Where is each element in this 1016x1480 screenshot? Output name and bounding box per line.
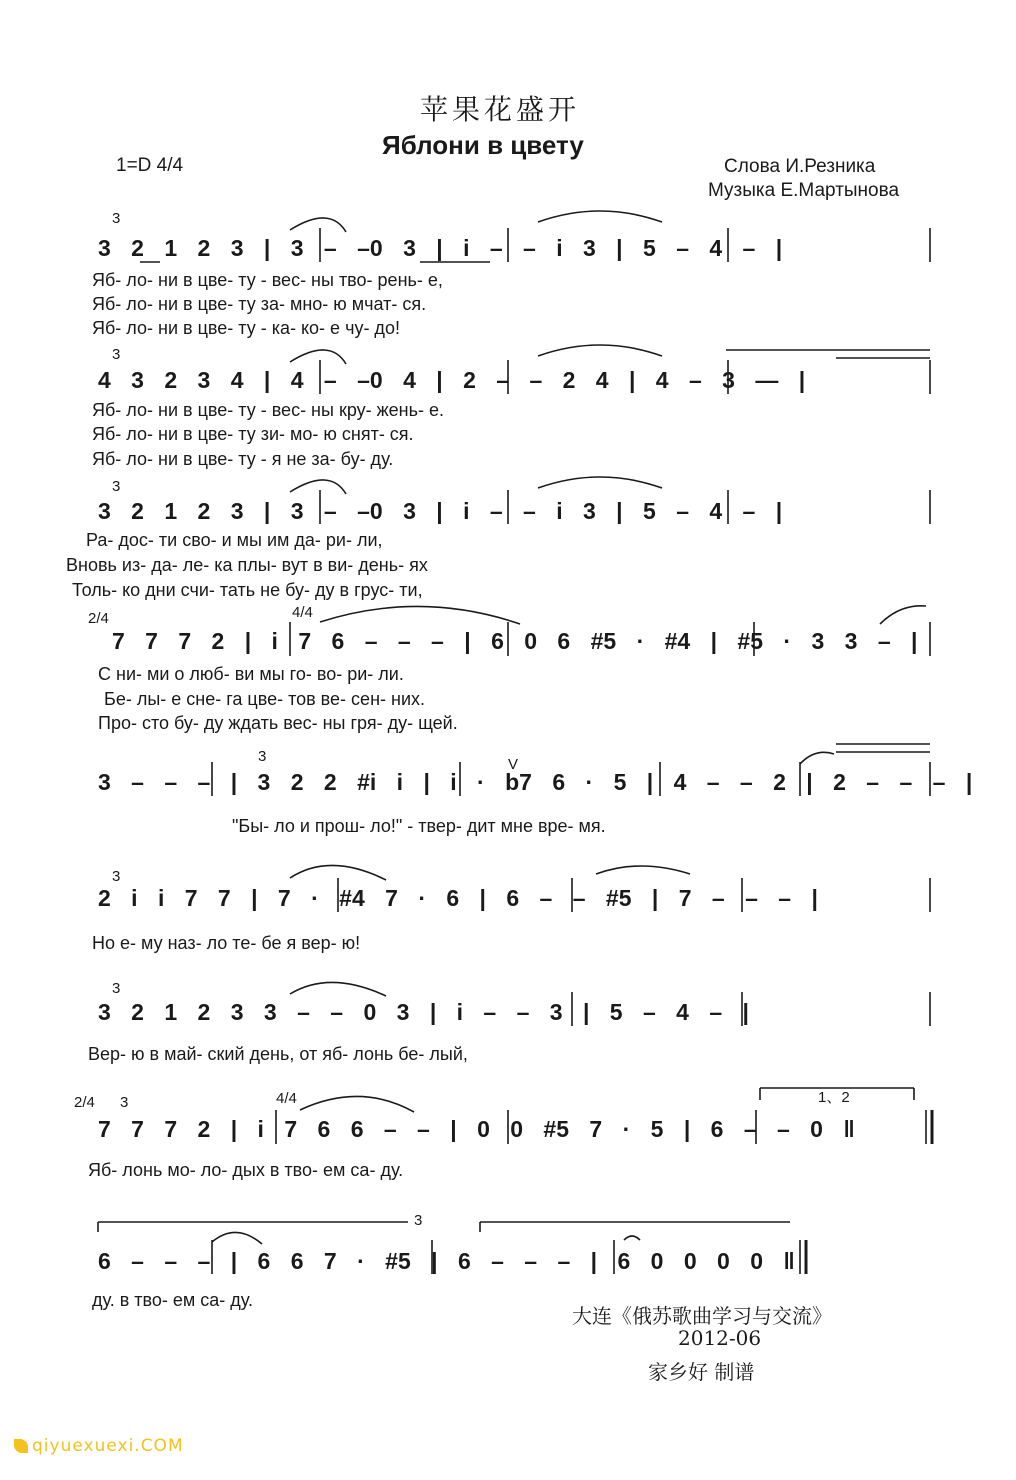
- notation-line: 3 2 1 2 3 | 3 – –0 3 | i – – i 3 | 5 – 4 – |: [98, 235, 783, 261]
- time-signature-mark: 2/4: [88, 610, 109, 627]
- breath-mark: V: [508, 756, 519, 773]
- triplet-mark: 3: [112, 478, 121, 495]
- transcriber-credit: 家乡好 制谱: [648, 1360, 755, 1384]
- watermark-text: qiyuexuexi.COM: [32, 1436, 184, 1456]
- time-signature-mark: 4/4: [292, 604, 313, 621]
- triplet-mark: 3: [120, 1094, 129, 1111]
- triplet-mark: 3: [112, 210, 121, 227]
- notation-line: 7 7 7 2 | i 7 6 6 – – | 0 0 #5 7 · 5 | 6 – – 0 ‖: [98, 1116, 855, 1142]
- lyric-line: Яб- ло- ни в цве- ту - ка- ко- е чу- до!: [92, 318, 400, 338]
- lyric-line: Про- сто бу- ду ждать вес- ны гря- ду- щей.: [98, 713, 458, 733]
- lyric-line: Яб- ло- ни в цве- ту за- мно- ю мчат- ся.: [92, 294, 427, 314]
- notation-line: 4 3 2 3 4 | 4 – –0 4 | 2 – – 2 4 | 4 – 3 — |: [98, 367, 806, 393]
- date-credit: 2012-06: [678, 1326, 762, 1350]
- volta-label: 1、2: [818, 1089, 850, 1106]
- volta-label: 3: [414, 1212, 423, 1229]
- title-chinese: 苹果花盛开: [420, 93, 581, 126]
- lyric-line: Но е- му наз- ло те- бе я вер- ю!: [92, 933, 361, 953]
- notation-line: 2 i i 7 7 | 7 · #4 7 · 6 | 6 – – #5 | 7 – – – |: [98, 885, 818, 911]
- key-signature: 1=D 4/4: [116, 155, 184, 176]
- lyric-line: "Бы- ло и прош- ло!" - твер- дит мне вре- мя.: [232, 816, 606, 836]
- lyric-line: С ни- ми о люб- ви мы го- во- ри- ли.: [98, 664, 404, 684]
- notation-line: 3 – – – | 3 2 2 #i i | i · b7 6 · 5 | 4 – – 2 | 2 – – – |: [98, 769, 973, 795]
- notation-line: 3 2 1 2 3 3 – – 0 3 | i – – 3 | 5 – 4 – |: [98, 999, 749, 1025]
- lyric-line: Яб- ло- ни в цве- ту зи- мо- ю снят- ся.: [92, 424, 414, 444]
- lyric-line: Яб- ло- ни в цве- ту - вес- ны кру- жень- е.: [92, 400, 444, 420]
- time-signature-mark: 2/4: [74, 1094, 95, 1111]
- source-credit: 大连《俄苏歌曲学习与交流》: [572, 1304, 832, 1328]
- triplet-mark: 3: [112, 980, 121, 997]
- composer-credit: Музыка Е.Мартынова: [708, 180, 900, 201]
- title-russian: Яблони в цвету: [382, 130, 584, 160]
- notation-line: 6 – – – | 6 6 7 · #5 | 6 – – – | 6 0 0 0 0 ‖: [98, 1248, 795, 1274]
- notation-line: 3 2 1 2 3 | 3 – –0 3 | i – – i 3 | 5 – 4 – |: [98, 498, 783, 524]
- triplet-mark: 3: [112, 868, 121, 885]
- lyric-line: Толь- ко дни счи- тать не бу- ду в грус- ти,: [72, 580, 423, 600]
- time-signature-mark: 4/4: [276, 1090, 297, 1107]
- lyric-line: Вер- ю в май- ский день, от яб- лонь бе- лый,: [88, 1044, 468, 1064]
- triplet-mark: 3: [258, 748, 267, 765]
- notation-line: 7 7 7 2 | i 7 6 – – – | 6 0 6 #5 · #4 | #5 · 3 3 – |: [112, 628, 918, 654]
- lyric-line: ду. в тво- ем са- ду.: [92, 1290, 253, 1310]
- lyric-line: Яб- ло- ни в цве- ту - я не за- бу- ду.: [92, 449, 394, 469]
- lyric-line: Бе- лы- е сне- га цве- тов ве- сен- них.: [104, 689, 425, 709]
- triplet-mark: 3: [112, 346, 121, 363]
- lyric-line: Ра- дос- ти сво- и мы им да- ри- ли,: [86, 530, 383, 550]
- lyric-line: Вновь из- да- ле- ка плы- вут в ви- день- ях: [66, 555, 428, 575]
- lyricist-credit: Слова И.Резника: [724, 156, 876, 177]
- lyric-line: Яб- лонь мо- ло- дых в тво- ем са- ду.: [88, 1160, 404, 1180]
- lyric-line: Яб- ло- ни в цве- ту - вес- ны тво- рень- е,: [92, 270, 443, 290]
